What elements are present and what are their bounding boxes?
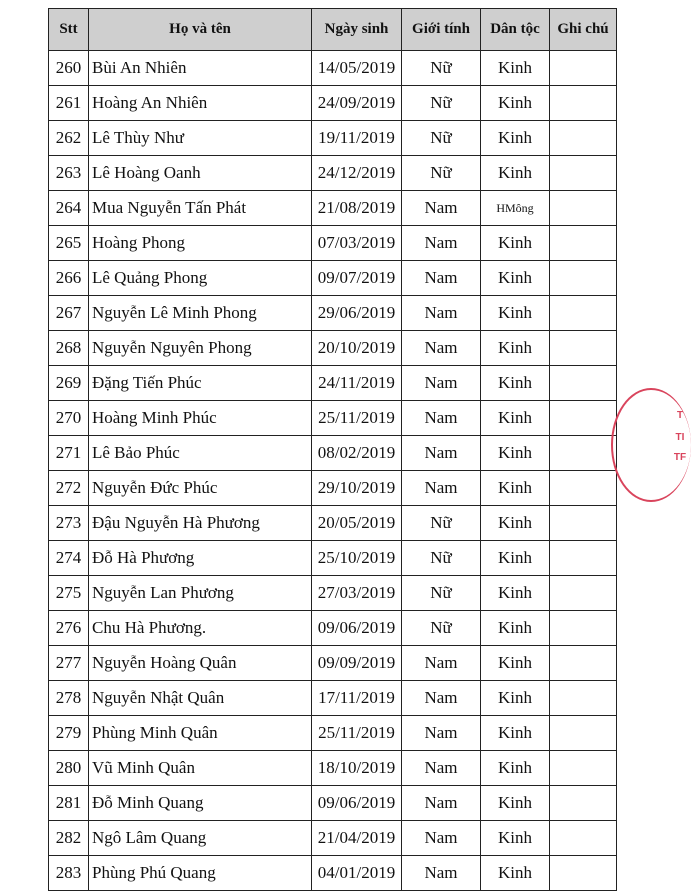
row-note [550, 506, 617, 541]
row-stt: 278 [49, 681, 89, 716]
row-name: Lê Hoàng Oanh [89, 156, 312, 191]
row-gender: Nam [402, 401, 481, 436]
row-note [550, 751, 617, 786]
row-gender: Nữ [402, 51, 481, 86]
row-name: Nguyễn Nguyên Phong [89, 331, 312, 366]
row-dob: 25/10/2019 [312, 541, 402, 576]
row-name: Hoàng Phong [89, 226, 312, 261]
row-dob: 24/11/2019 [312, 366, 402, 401]
table-row [49, 821, 617, 856]
row-name: Nguyễn Đức Phúc [89, 471, 312, 506]
row-dob: 25/11/2019 [312, 401, 402, 436]
row-dob: 09/09/2019 [312, 646, 402, 681]
row-stt: 281 [49, 786, 89, 821]
row-ethnicity: Kinh [481, 226, 550, 261]
row-dob: 29/10/2019 [312, 471, 402, 506]
row-ethnicity: Kinh [481, 401, 550, 436]
row-stt: 275 [49, 576, 89, 611]
table-row [49, 436, 617, 471]
row-dob: 25/11/2019 [312, 716, 402, 751]
table-row [49, 401, 617, 436]
row-dob: 20/05/2019 [312, 506, 402, 541]
row-stt: 271 [49, 436, 89, 471]
row-gender: Nam [402, 191, 481, 226]
header-gender: Giới tính [402, 9, 481, 51]
table-row [49, 51, 617, 86]
row-ethnicity: Kinh [481, 716, 550, 751]
row-ethnicity: Kinh [481, 366, 550, 401]
row-stt: 264 [49, 191, 89, 226]
row-ethnicity: Kinh [481, 331, 550, 366]
row-dob: 04/01/2019 [312, 856, 402, 891]
student-list-table [48, 8, 617, 891]
row-ethnicity: Kinh [481, 86, 550, 121]
row-note [550, 716, 617, 751]
row-gender: Nam [402, 331, 481, 366]
row-dob: 08/02/2019 [312, 436, 402, 471]
table-row [49, 471, 617, 506]
row-name: Hoàng Minh Phúc [89, 401, 312, 436]
table-row [49, 261, 617, 296]
row-name: Lê Quảng Phong [89, 261, 312, 296]
row-gender: Nam [402, 646, 481, 681]
header-name: Họ và tên [89, 9, 312, 51]
stamp-fragment: TI [675, 432, 685, 443]
stamp-fragment: T [676, 410, 684, 421]
row-name: Nguyễn Lan Phương [89, 576, 312, 611]
row-dob: 24/09/2019 [312, 86, 402, 121]
row-ethnicity: Kinh [481, 611, 550, 646]
row-name: Vũ Minh Quân [89, 751, 312, 786]
row-ethnicity: Kinh [481, 576, 550, 611]
row-dob: 18/10/2019 [312, 751, 402, 786]
row-note [550, 401, 617, 436]
row-gender: Nam [402, 786, 481, 821]
row-name: Nguyễn Lê Minh Phong [89, 296, 312, 331]
row-stt: 277 [49, 646, 89, 681]
row-gender: Nam [402, 821, 481, 856]
table-row [49, 331, 617, 366]
table-row [49, 716, 617, 751]
table-row [49, 646, 617, 681]
table-row [49, 366, 617, 401]
row-stt: 272 [49, 471, 89, 506]
row-note [550, 86, 617, 121]
row-name: Phùng Minh Quân [89, 716, 312, 751]
row-gender: Nam [402, 366, 481, 401]
header-dob: Ngày sinh [312, 9, 402, 51]
row-stt: 280 [49, 751, 89, 786]
row-note [550, 786, 617, 821]
row-stt: 279 [49, 716, 89, 751]
row-gender: Nam [402, 261, 481, 296]
row-dob: 07/03/2019 [312, 226, 402, 261]
row-stt: 276 [49, 611, 89, 646]
row-note [550, 261, 617, 296]
row-dob: 21/08/2019 [312, 191, 402, 226]
row-gender: Nữ [402, 156, 481, 191]
row-note [550, 576, 617, 611]
red-stamp-seal [611, 388, 691, 502]
row-dob: 21/04/2019 [312, 821, 402, 856]
table-row [49, 296, 617, 331]
row-ethnicity: HMông [481, 191, 550, 226]
row-note [550, 331, 617, 366]
row-ethnicity: Kinh [481, 646, 550, 681]
row-dob: 24/12/2019 [312, 156, 402, 191]
table-row [49, 191, 617, 226]
row-ethnicity: Kinh [481, 121, 550, 156]
row-dob: 27/03/2019 [312, 576, 402, 611]
row-dob: 09/06/2019 [312, 611, 402, 646]
row-note [550, 646, 617, 681]
table-row [49, 506, 617, 541]
row-name: Ngô Lâm Quang [89, 821, 312, 856]
row-stt: 263 [49, 156, 89, 191]
row-stt: 267 [49, 296, 89, 331]
row-note [550, 191, 617, 226]
row-note [550, 541, 617, 576]
row-name: Mua Nguyễn Tấn Phát [89, 191, 312, 226]
row-gender: Nữ [402, 541, 481, 576]
row-note [550, 821, 617, 856]
row-name: Nguyễn Nhật Quân [89, 681, 312, 716]
row-ethnicity: Kinh [481, 541, 550, 576]
table-row [49, 576, 617, 611]
row-stt: 262 [49, 121, 89, 156]
row-dob: 14/05/2019 [312, 51, 402, 86]
row-ethnicity: Kinh [481, 296, 550, 331]
row-name: Đỗ Minh Quang [89, 786, 312, 821]
header-note: Ghi chú [550, 9, 617, 51]
row-ethnicity: Kinh [481, 506, 550, 541]
table-row [49, 681, 617, 716]
table-header-row [49, 9, 617, 51]
row-name: Đặng Tiến Phúc [89, 366, 312, 401]
row-note [550, 471, 617, 506]
row-stt: 274 [49, 541, 89, 576]
row-name: Lê Bảo Phúc [89, 436, 312, 471]
row-gender: Nữ [402, 86, 481, 121]
row-name: Lê Thùy Như [89, 121, 312, 156]
table-row [49, 226, 617, 261]
row-dob: 29/06/2019 [312, 296, 402, 331]
row-ethnicity: Kinh [481, 856, 550, 891]
row-ethnicity: Kinh [481, 261, 550, 296]
row-stt: 260 [49, 51, 89, 86]
row-stt: 283 [49, 856, 89, 891]
row-gender: Nam [402, 296, 481, 331]
row-note [550, 226, 617, 261]
row-note [550, 611, 617, 646]
row-name: Phùng Phú Quang [89, 856, 312, 891]
row-name: Đậu Nguyễn Hà Phương [89, 506, 312, 541]
row-stt: 268 [49, 331, 89, 366]
table-body [49, 51, 617, 891]
table-row [49, 156, 617, 191]
row-ethnicity: Kinh [481, 436, 550, 471]
row-dob: 09/07/2019 [312, 261, 402, 296]
row-ethnicity: Kinh [481, 681, 550, 716]
row-dob: 20/10/2019 [312, 331, 402, 366]
table-row [49, 611, 617, 646]
row-ethnicity: Kinh [481, 156, 550, 191]
row-gender: Nam [402, 471, 481, 506]
row-note [550, 51, 617, 86]
table-row [49, 751, 617, 786]
row-dob: 17/11/2019 [312, 681, 402, 716]
row-name: Hoàng An Nhiên [89, 86, 312, 121]
table-row [49, 121, 617, 156]
row-gender: Nữ [402, 611, 481, 646]
row-name: Chu Hà Phương. [89, 611, 312, 646]
stamp-fragment: TF [673, 452, 687, 463]
row-stt: 261 [49, 86, 89, 121]
row-name: Nguyễn Hoàng Quân [89, 646, 312, 681]
row-stt: 265 [49, 226, 89, 261]
row-ethnicity: Kinh [481, 51, 550, 86]
row-note [550, 856, 617, 891]
row-dob: 19/11/2019 [312, 121, 402, 156]
row-stt: 273 [49, 506, 89, 541]
row-name: Đỗ Hà Phương [89, 541, 312, 576]
row-gender: Nam [402, 226, 481, 261]
row-note [550, 296, 617, 331]
row-ethnicity: Kinh [481, 751, 550, 786]
row-gender: Nam [402, 751, 481, 786]
row-note [550, 121, 617, 156]
row-stt: 266 [49, 261, 89, 296]
row-gender: Nữ [402, 121, 481, 156]
row-gender: Nam [402, 716, 481, 751]
row-note [550, 366, 617, 401]
row-gender: Nam [402, 681, 481, 716]
row-note [550, 681, 617, 716]
row-ethnicity: Kinh [481, 821, 550, 856]
row-gender: Nữ [402, 506, 481, 541]
row-stt: 282 [49, 821, 89, 856]
row-gender: Nữ [402, 576, 481, 611]
table-row [49, 856, 617, 891]
row-gender: Nam [402, 856, 481, 891]
table-row [49, 786, 617, 821]
header-stt: Stt [49, 9, 89, 51]
row-note [550, 436, 617, 471]
row-ethnicity: Kinh [481, 471, 550, 506]
row-stt: 269 [49, 366, 89, 401]
table-row [49, 86, 617, 121]
row-dob: 09/06/2019 [312, 786, 402, 821]
row-stt: 270 [49, 401, 89, 436]
row-note [550, 156, 617, 191]
row-name: Bùi An Nhiên [89, 51, 312, 86]
row-gender: Nam [402, 436, 481, 471]
table-row [49, 541, 617, 576]
row-ethnicity: Kinh [481, 786, 550, 821]
header-ethnicity: Dân tộc [481, 9, 550, 51]
